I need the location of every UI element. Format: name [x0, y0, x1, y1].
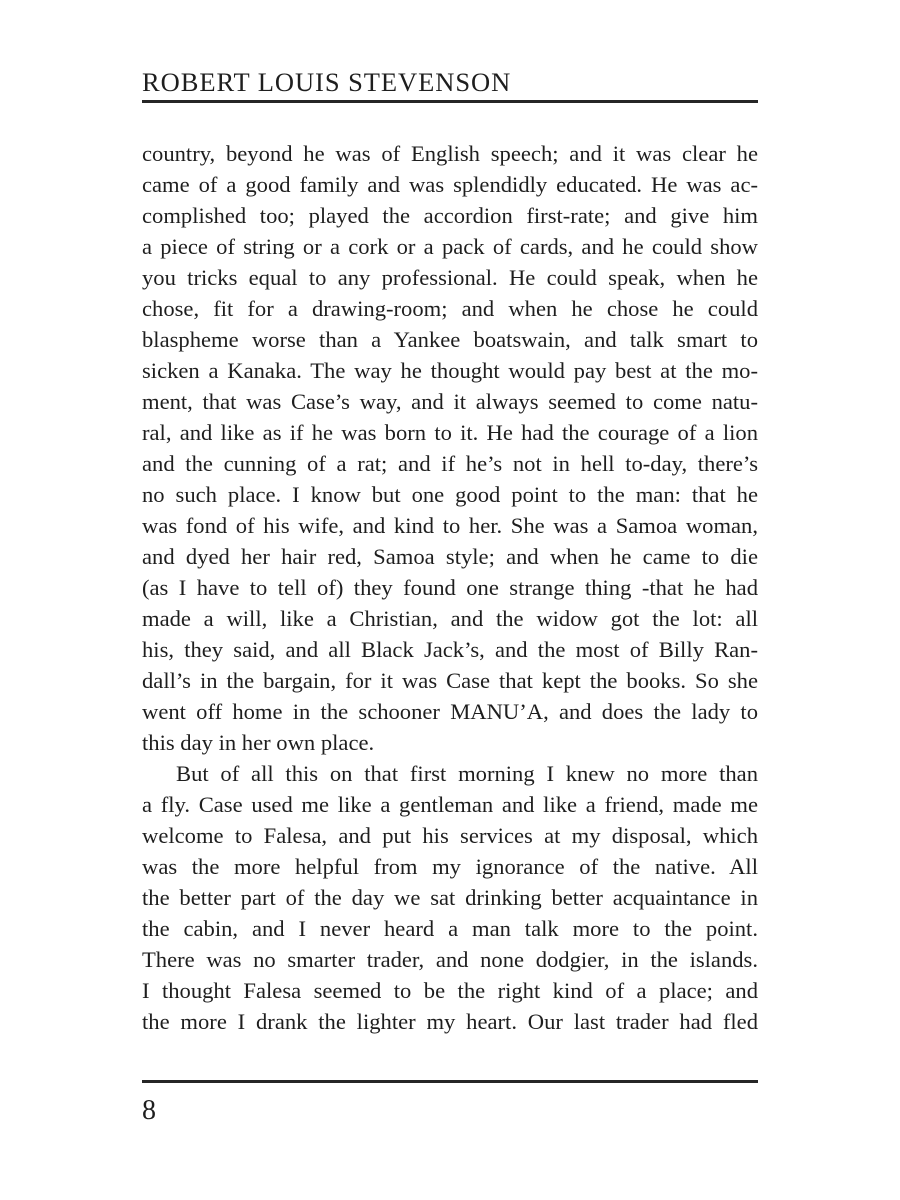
text-line: (as I have to tell of) they found one strange thing -that he had — [142, 575, 758, 600]
text-line: ral, and like as if he was born to it. He had the courage of a lion — [142, 420, 758, 445]
text-line: But of all this on that first morning I knew no more than — [176, 761, 758, 786]
text-line: the cabin, and I never heard a man talk more to the point. — [142, 916, 758, 941]
body-text — [142, 138, 758, 1037]
text-line: went off home in the schooner MANU’A, and does the lady to — [142, 699, 758, 724]
text-line: blaspheme worse than a Yankee boatswain, and talk smart to — [142, 327, 758, 352]
text-line: sicken a Kanaka. The way he thought would pay best at the mo- — [142, 358, 758, 383]
text-line: country, beyond he was of English speech; and it was clear he — [142, 141, 758, 166]
text-line: the more I drank the lighter my heart. Our last trader had fled — [142, 1009, 758, 1034]
text-line: a fly. Case used me like a gentleman and like a friend, made me — [142, 792, 758, 817]
text-line: this day in her own place. — [142, 730, 375, 755]
text-line: and the cunning of a rat; and if he’s not in hell to-day, there’s — [142, 451, 758, 476]
text-line: There was no smarter trader, and none dodgier, in the islands. — [142, 947, 758, 972]
text-line: made a will, like a Christian, and the widow got the lot: all — [142, 606, 758, 631]
text-line: ment, that was Case’s way, and it always seemed to come natu- — [142, 389, 758, 414]
text-line: complished too; played the accordion first-rate; and give him — [142, 203, 758, 228]
book-page — [142, 0, 758, 1200]
page-number: 8 — [142, 1095, 156, 1126]
text-line: his, they said, and all Black Jack’s, and the most of Billy Ran- — [142, 637, 758, 662]
text-line: chose, fit for a drawing-room; and when he chose he could — [142, 296, 758, 321]
text-line: the better part of the day we sat drinking better acquaintance in — [142, 885, 758, 910]
text-line: and dyed her hair red, Samoa style; and when he came to die — [142, 544, 758, 569]
text-line: a piece of string or a cork or a pack of cards, and he could show — [142, 234, 758, 259]
text-line: you tricks equal to any professional. He could speak, when he — [142, 265, 758, 290]
text-line: dall’s in the bargain, for it was Case that kept the books. So she — [142, 668, 758, 693]
text-line: I thought Falesa seemed to be the right kind of a place; and — [142, 978, 758, 1003]
text-line: was the more helpful from my ignorance of the native. All — [142, 854, 758, 879]
text-line: no such place. I know but one good point to the man: that he — [142, 482, 758, 507]
running-head-author: ROBERT LOUIS STEVENSON — [142, 67, 512, 97]
footer-rule — [142, 1080, 758, 1083]
paragraph — [142, 138, 758, 758]
text-line: was fond of his wife, and kind to her. She was a Samoa woman, — [142, 513, 758, 538]
header-rule — [142, 100, 758, 103]
text-line: came of a good family and was splendidly educated. He was ac- — [142, 172, 758, 197]
paragraph — [142, 758, 758, 1037]
text-line: welcome to Falesa, and put his services at my disposal, which — [142, 823, 758, 848]
